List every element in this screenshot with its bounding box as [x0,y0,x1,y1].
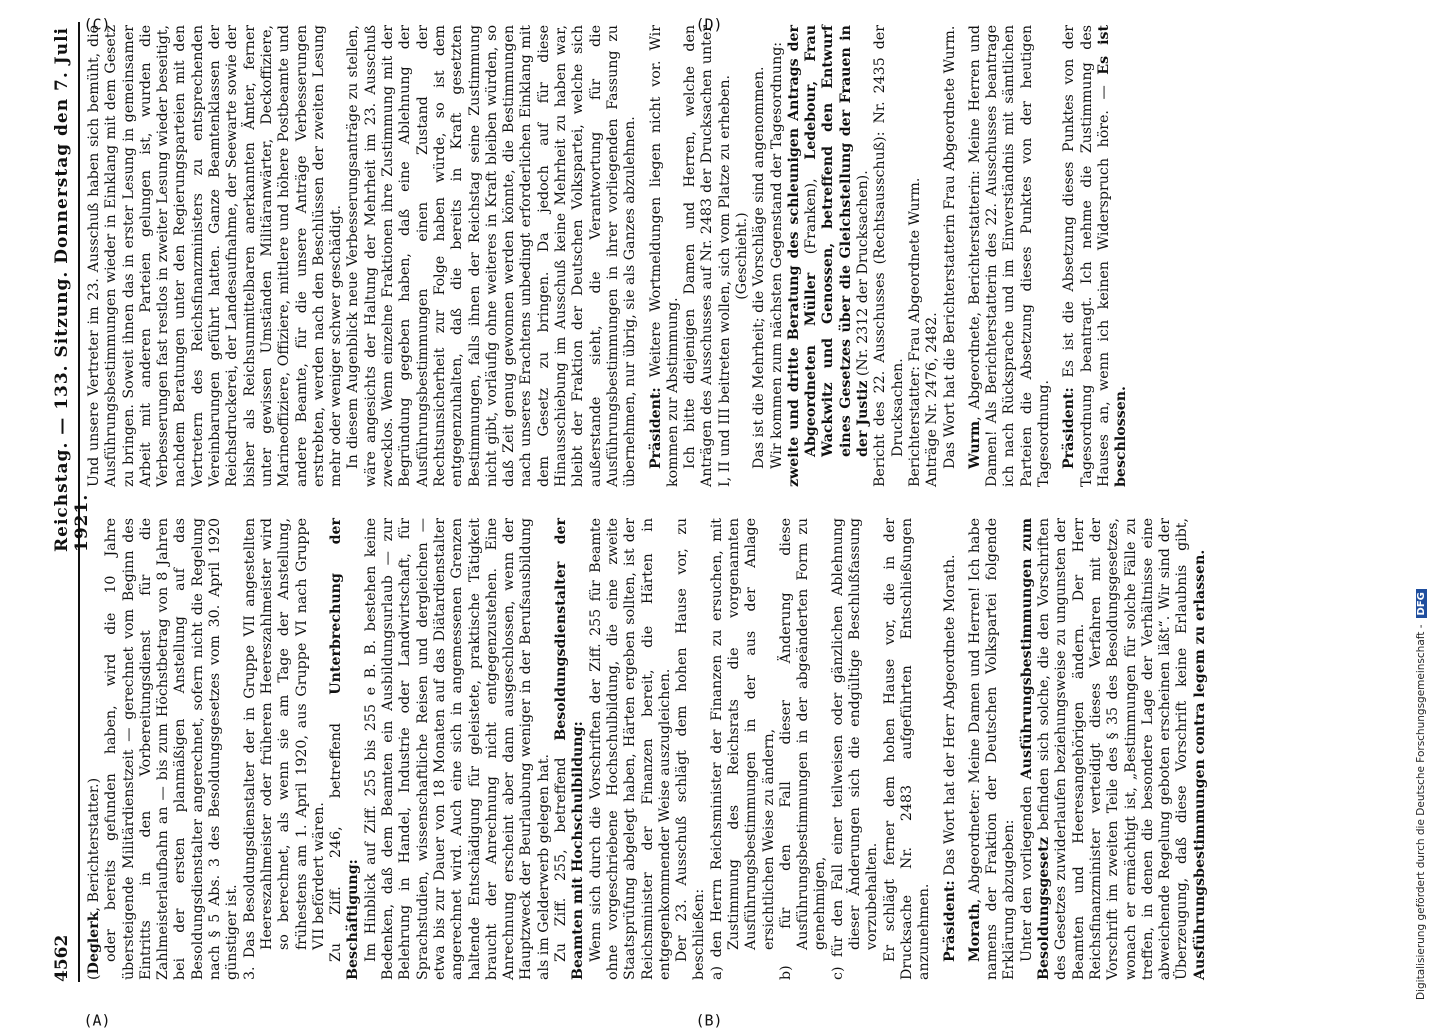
paragraph: Im Hinblick auf Ziff. 255 bis 255 e B. B. bestehen keine Bedenken, daß dem Beamten ein Ausbildungsurlaub — zur Belehrung in Handel, Industrie oder Landwirtschaft, für Sprachstudien, wissenschaftliche Reisen und dergleichen — etwa bis zur Dauer von 18 Monaten auf das Diätardienstalter angerechnet wird. Auch eine sich in angemessenen Grenzen haltende Entschädigung für geleistete, praktische Tätigkeit braucht der Anrechnung nicht entgegenzustehen. Eine Anrechnung erscheint aber dann ausgeschlossen, wenn der Hauptzweck der Beurlaubung weniger in der Berufsausbildung als im Gelderwerb gelegen hat. [362,518,552,980]
paragraph: Wir kommen zum nächsten Gegenstand der Tagesordnung: [768,41,785,469]
paragraph: Zu Ziff. 246, betreffend Unterbrechung der Beschäftigung: [328,517,362,980]
paragraph: 3. Das Besoldungsdienstalter der in Gruppe VII angestellten Heereszahlmeister oder früheren Heereszahlmeister wird so berechnet, als wenn sie am Tage der Anstellung, frühestens am 1. April 1920, aus Gruppe VI nach Gruppe VII befördert wären. [241,518,327,980]
paragraph: Wenn sich durch die Vorschriften der Ziff. 255 für Beamte ohne vorgeschriebene Hochschulbildung, die eine zweite Staatsprüfung abgelegt haben, Härten ergeben sollten, ist der Reichsminister der Finanzen bereit, die Härten in entgegenkommender Weise auszugleichen. [587,518,673,980]
margin-label-d: (D) [695,15,723,34]
margin-label-a-side: (A) [83,1011,111,1029]
paragraph: Das ist die Mehrheit; die Vorschläge sind angenommen. [751,66,768,469]
paragraph: Unter den vorliegenden Ausführungsbestimmungen zum Besoldungsgesetz befinden sich solche, die den Vorschriften des Gesetzes zuwiderlaufen beziehungsweise zu ungunsten der Beamten und Heeresangehörigen ändern. Der Herr Reichsfinanzminister verteidigt dieses Verfahren mit der Vorschrift im zweiten Teile des § 35 des Besoldungsgesetzes, wonach er ermächtigt ist, „Bestimmungen für solche Fälle zu treffen, in denen die besondere Lage der Verhältnisse eine abweichende Regelung geboten erscheinen läßt“. Wir sind der Überzeugung, daß diese Vorschrift keine Erlaubnis gibt, Ausführungsbestimmungen contra legem zu erlassen. [1018,518,1208,980]
paragraph: Er schlägt ferner dem hohen Hause vor, die in der Drucksache Nr. 2483 aufgeführten Entschließungen anzunehmen. [881,518,933,980]
paragraph: Wurm, Abgeordnete, Berichterstatterin: Meine Herren und Damen! Als Berichterstatterin des 22. Ausschusses beantrage ich nach Rücksprache und im Einverständnis mit sämtlichen Parteien die Absetzung dieses Punktes von der heutigen Tagesordnung. [966,25,1053,487]
paragraph: zweite und dritte Beratung des schleunigen Antrags der Abgeordneten Müller (Franken), Ledebour, Frau Wackwitz und Genossen, betreffend den Entwurf eines Gesetzes über die Gleichstellung der Frauen in der Justiz (Nr. 2312 der Drucksachen). [785,24,872,487]
paragraph: (Deglerk, Berichterstatter.) [86,777,102,980]
left-column [86,518,1209,980]
paragraph: a) den Herrn Reichsminister der Finanzen zu ersuchen, mit Zustimmung des Reichsrats die vorgenannten Ausführungsbestimmungen in der aus der Anlage ersichtlichen Weise zu ändern, [708,518,777,980]
margin-label-c: (C) [83,15,111,34]
paragraph: Und unsere Vertreter im 23. Ausschuß haben sich bemüht, die Ausführungsbestimmungen wieder in Einklang mit dem Gesetz zu bringen. Soweit ihnen das in erster Lesung in gemeinsamer Arbeit mit anderen Parteien gelungen ist, wurden die Verbesserungen fast restlos in zweiter Lesung wieder beseitigt, nachdem Beratungen unter den Regierungsparteien mit den Vertretern des Reichsfinanzministers zu entsprechenden Vereinbarungen geführt hatten. Ganze Beamtenklassen der Reichsdruckerei, der Landesaufnahme, der Seewarte sowie der bisher als Reichsunmittelbaren anerkannten Ämter, ferner unter gewissen Umständen Militäranwärter, Deckoffiziere, Marineoffiziere, Offiziere, mittlere und höhere Postbeamte und andere Beamte, für die unsere Anträge Verbesserungen erstrebten, werden nach den Beschlüssen der zweiten Lesung mehr oder weniger schwer geschädigt. [86,25,345,487]
margin-label-b: (B) [695,1011,723,1029]
page-header [52,22,92,982]
paragraph: Zu Ziff. 255, betreffend Besoldungsdienstalter der Beamten mit Hochschulbildung: [553,518,587,980]
paragraph: Das Wort hat die Berichterstatterin Frau Abgeordnete Wurm. [941,25,958,469]
paragraph: Anträge Nr. 2476, 2482. [924,312,941,487]
page-number: 4562 [52,934,72,982]
dfg-logo: DFG [1416,589,1427,618]
paragraph: In diesem Augenblick neue Verbesserungsanträge zu stellen, wäre angesichts der Haltung der Mehrheit im 23. Ausschuß zwecklos. Wenn einzelne Fraktionen ihre Zustimmung mit der Begründung gegeben haben, daß eine Ablehnung der Ausführungsbestimmungen einen Zustand der Rechtsunsicherheit zur Folge haben würde, so ist dem entgegenzuhalten, daß die bereits in Kraft gesetzten Bestimmungen, falls ihnen der Reichstag seine Zustimmung nicht gibt, vorläufig ohne weiteres in Kraft bleiben würden, so daß Zeit genug gewonnen werden könnte, die Bestimmungen nach unseres Erachtens unbedingt erforderlichen Einklang mit dem Gesetz zu bringen. Da jedoch auf für diese Hinausschiebung im Ausschuß keine Mehrheit zu haben war, bleibt der Fraktion der Deutschen Volkspartei, welche sich außerstande sieht, die Verantwortung für die Ausführungsbestimmungen in ihrer vorliegenden Fassung zu übernehmen, nur übrig, sie als Ganzes abzulehnen. [345,25,639,487]
digitization-note [1412,10,1430,1000]
paragraph: Der 23. Ausschuß schlägt dem hohen Hause vor, zu beschließen: [674,518,708,980]
paragraph: (Geschieht.) [733,212,750,300]
right-column [86,25,1131,487]
digitization-text: Digitalisierung gefördert durch die Deutsche Forschungsgemeinschaft - [1415,624,1427,1000]
paragraph: Berichterstatter: Frau Abgeordnete Wurm. [906,177,923,487]
running-title: Reichstag. — 133. Sitzung. Donnerstag den 7. Juli 1921. [52,27,92,552]
paragraph: Präsident: Es ist die Absetzung dieses Punktes von der Tagesordnung beantragt. Ich nehme die Zustimmung des Hauses an, wenn ich keinen Widerspruch höre. — Es ist beschlossen. [1061,25,1130,487]
paragraph: c) für den Fall einer teilweisen oder gänzlichen Ablehnung dieser Änderungen sich die endgültige Beschlußfassung vorzubehalten. [829,518,881,980]
paragraph: Präsident: Weitere Wortmeldungen liegen nicht vor. Wir kommen zur Abstimmung. [647,25,681,487]
paragraph: oder bereits gefunden haben, wird die 10 Jahre übersteigende Militärdienstzeit — gerechnet vom Beginn des Eintritts in den Vorbereitungsdienst für die Zahlmeisterlaufbahn an — bis zum Höchstbetrag von 8 Jahren bei der ersten planmäßigen Anstellung auf das Besoldungsdienstalter angerechnet, sofern nicht die Regelung nach § 5 Abs. 3 des Besoldungsgesetzes vom 30. April 1920 günstiger ist. [103,518,241,980]
paragraph: b) für den Fall dieser Änderung diese Ausführungsbestimmungen in der abgeänderten Form zu genehmigen, [777,518,829,980]
paragraph: Bericht des 22. Ausschusses (Rechtsausschuß): Nr. 2435 der Drucksachen. [872,25,906,487]
paragraph: Präsident: Das Wort hat der Herr Abgeordnete Morath. [941,554,958,962]
paragraph: Morath, Abgeordneter: Meine Damen und Herren! Ich habe namens der Fraktion der Deutschen Volkspartei folgende Erklärung abzugeben: [966,518,1018,980]
paragraph: Ich bitte diejenigen Damen und Herren, welche den Anträgen des Ausschusses auf Nr. 2483 der Drucksachen unter I, II und III beitreten wollen, sich vom Platze zu erheben. [682,25,733,487]
